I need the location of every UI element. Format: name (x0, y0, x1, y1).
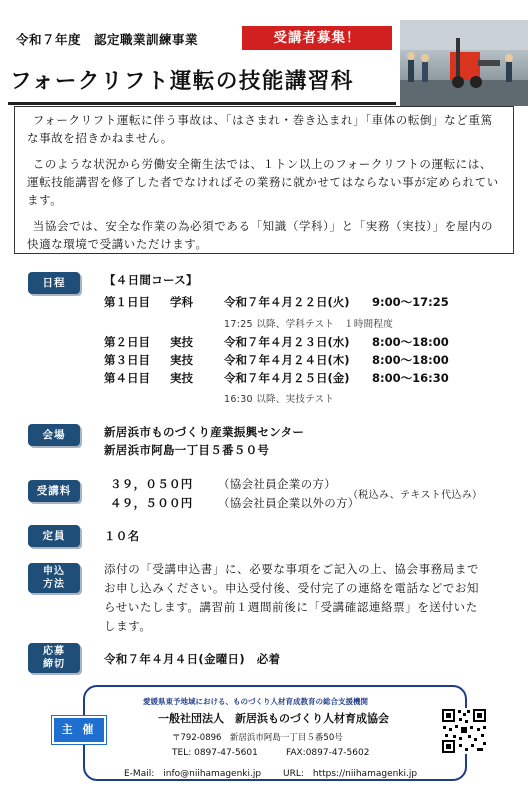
fee-label: 受講料 (28, 480, 80, 502)
apply-label (28, 563, 80, 593)
apply-text: 添付の「受講申込書」に、必要な事項をご記入の上、協会事務局までお申し込みください。申込受付後、受付完了の連絡を電話などでお知らせいたします。講習前１週間前後に「受講確認連絡票」を送付いたします。 (104, 562, 480, 633)
schedule-note: 17:25 以降、学科テスト １時間程度 (224, 319, 394, 330)
intro-paragraph: 当協会では、安全な作業の為必須である「知識（学科）」と「実務（実技）」を屋内の快適な環境で受講いただけます。 (27, 219, 494, 251)
schedule-type: 実技 (170, 371, 193, 385)
org-fax: FAX:0897-47-5602 (286, 748, 370, 758)
apply-label-line: 申込 (43, 566, 65, 577)
title-underline (8, 102, 396, 105)
schedule-time: 8:00～16:30 (372, 371, 449, 385)
schedule-type: 実技 (170, 353, 193, 367)
program-subtitle: 令和７年度 認定職業訓練事業 (16, 32, 199, 47)
capacity-label: 定員 (28, 525, 80, 547)
fee-tax-note: （税込み、テキスト代込み） (348, 490, 483, 501)
fee-member-price: ３９，０５０円 (110, 477, 193, 491)
fee-nonmember-price: ４９，５００円 (110, 496, 193, 510)
schedule-date: 令和７年４月２２日(火) (224, 295, 350, 309)
host-label: 主 催 (52, 716, 106, 744)
schedule-day: 第４日目 (104, 371, 150, 385)
org-address: 〒792-0896 新居浜市阿島一丁目５番50号 (172, 733, 343, 743)
schedule-date: 令和７年４月２５日(金) (224, 371, 350, 385)
deadline-label (28, 643, 80, 673)
course-length: 【４日間コース】 (104, 273, 198, 287)
forklift-training-photo (400, 20, 528, 106)
schedule-day: 第３日目 (104, 353, 150, 367)
schedule-label: 日程 (28, 272, 80, 294)
intro-box (14, 106, 514, 254)
page-title: フォークリフト運転の技能講習科 (10, 69, 354, 94)
fee-nonmember-note: （協会社員企業以外の方） (218, 496, 360, 510)
fee-member-note: （協会社員企業の方） (218, 477, 336, 491)
org-url[interactable]: URL: https://niihamagenki.jp (283, 769, 418, 779)
deadline-text: 令和７年４月４日(金曜日) 必着 (104, 652, 281, 666)
intro-paragraph: フォークリフト運転に伴う事故は、「はさまれ・巻き込まれ」「車体の転倒」など重篤な事故を招きかねません。 (27, 113, 493, 145)
qr-code[interactable] (441, 708, 487, 754)
org-name: 一般社団法人 新居浜ものづくり人材育成協会 (158, 712, 389, 725)
schedule-time: 8:00～18:00 (372, 353, 449, 367)
schedule-day: 第２日目 (104, 335, 150, 349)
venue-address: 新居浜市阿島一丁目５番５０号 (104, 443, 270, 457)
apply-label-line: 方法 (43, 579, 65, 590)
schedule-time: 8:00～18:00 (372, 335, 449, 349)
venue-label: 会場 (28, 424, 80, 446)
schedule-note: 16:30 以降、実技テスト (224, 394, 335, 405)
schedule-type: 学科 (170, 295, 193, 309)
capacity-value: １０名 (104, 529, 140, 543)
schedule-day: 第１日目 (104, 295, 150, 309)
schedule-date: 令和７年４月２３日(水) (224, 335, 350, 349)
schedule-time: 9:00～17:25 (372, 295, 449, 309)
recruit-banner: 受講者募集！ (242, 26, 392, 50)
venue-name: 新居浜市ものづくり産業振興センター (104, 425, 305, 439)
schedule-type: 実技 (170, 335, 193, 349)
schedule-date: 令和７年４月２４日(木) (224, 353, 350, 367)
deadline-label-line: 締切 (43, 659, 65, 670)
org-tel: TEL: 0897-47-5601 (172, 748, 258, 758)
deadline-label-line: 応募 (43, 646, 65, 657)
org-tagline: 愛媛県東予地域における、ものづくり人材育成教育の総合支援機関 (143, 697, 368, 706)
intro-paragraph: このような状況から労働安全衛生法では、１トン以上のフォークリフトの運転には、運転技能講習を修了した者でなければその業務に就かせてはならない事が定められています。 (27, 157, 499, 207)
org-email[interactable]: E-Mail: info@niihamagenki.jp (124, 769, 262, 779)
